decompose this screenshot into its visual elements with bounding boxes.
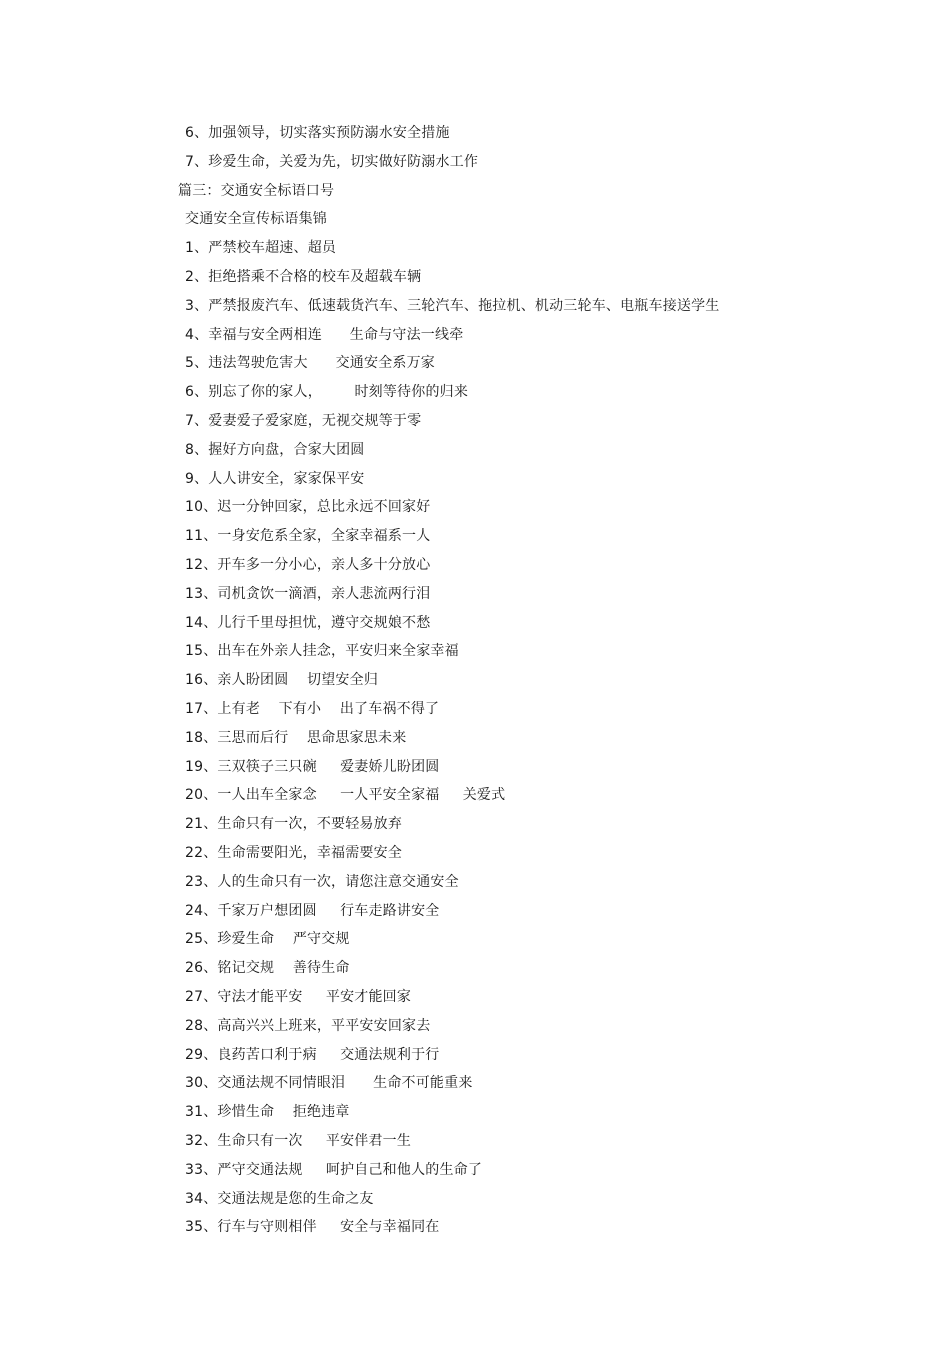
list-item: 交通安全宣传标语集锦 — [185, 211, 327, 228]
list-item: 20、一人出车全家念 一人平安全家福 关爱式 — [185, 787, 506, 804]
list-item: 27、守法才能平安 平安才能回家 — [185, 989, 412, 1005]
list-item: 19、三双筷子三只碗 爱妻娇儿盼团圆 — [185, 758, 440, 775]
list-item: 1、严禁校车超速、超员 — [185, 240, 337, 257]
list-item: 5、违法驾驶危害大 交通安全系万家 — [185, 355, 436, 372]
list-item: 15、出车在外亲人挂念，平安归来全家幸福 — [185, 643, 459, 660]
list-item: 24、千家万户想团圆 行车走路讲安全 — [185, 902, 440, 919]
list-item: 10、迟一分钟回家，总比永远不回家好 — [185, 499, 431, 516]
list-item: 7、爱妻爱子爱家庭，无视交规等于零 — [185, 413, 422, 429]
list-item: 22、生命需要阳光，幸福需要安全 — [185, 845, 403, 861]
list-item: 12、开车多一分小心，亲人多十分放心 — [185, 557, 431, 573]
list-item: 29、良药苦口利于病 交通法规利于行 — [185, 1046, 440, 1063]
section-heading: 篇三：交通安全标语口号 — [178, 182, 335, 199]
list-item: 17、上有老 下有小 出了车祸不得了 — [185, 701, 440, 717]
list-item: 4、幸福与安全两相连 生命与守法一线牵 — [185, 326, 464, 343]
list-item: 35、行车与守则相伴 安全与幸福同在 — [185, 1219, 440, 1236]
list-item: 21、生命只有一次，不要轻易放弃 — [185, 816, 403, 833]
list-item: 7、珍爱生命，关爱为先，切实做好防溺水工作 — [185, 153, 479, 170]
list-item: 33、严守交通法规 呵护自己和他人的生命了 — [185, 1161, 483, 1178]
list-item: 23、人的生命只有一次，请您注意交通安全 — [185, 873, 459, 890]
list-item: 6、别忘了你的家人， 时刻等待你的归来 — [185, 384, 469, 401]
list-item: 34、交通法规是您的生命之友 — [185, 1190, 374, 1207]
list-item: 26、铭记交规 善待生命 — [185, 960, 350, 977]
list-item: 18、三思而后行 思命思家思未来 — [185, 729, 407, 746]
list-item: 31、珍惜生命 拒绝违章 — [185, 1104, 350, 1121]
list-item: 2、拒绝搭乘不合格的校车及超载车辆 — [185, 269, 422, 285]
list-item: 11、一身安危系全家，全家幸福系一人 — [185, 528, 431, 545]
list-item: 14、儿行千里母担忧，遵守交规娘不愁 — [185, 614, 431, 631]
list-item: 28、高高兴兴上班来，平平安安回家去 — [185, 1017, 431, 1034]
list-item: 13、司机贪饮一滴酒，亲人悲流两行泪 — [185, 585, 431, 602]
list-item: 16、亲人盼团圆 切望安全归 — [185, 672, 379, 689]
list-item: 8、握好方向盘，合家大团圆 — [185, 441, 365, 458]
list-item: 32、生命只有一次 平安伴君一生 — [185, 1133, 412, 1149]
list-item: 6、加强领导，切实落实预防溺水安全措施 — [185, 125, 450, 141]
list-item: 3、严禁报废汽车、低速载货汽车、三轮汽车、拖拉机、机动三轮车、电瓶车接送学生 — [185, 297, 720, 314]
list-item: 30、交通法规不同情眼泪 生命不可能重来 — [185, 1075, 473, 1092]
list-item: 9、人人讲安全，家家保平安 — [185, 470, 365, 487]
list-item: 25、珍爱生命 严守交规 — [185, 931, 350, 948]
